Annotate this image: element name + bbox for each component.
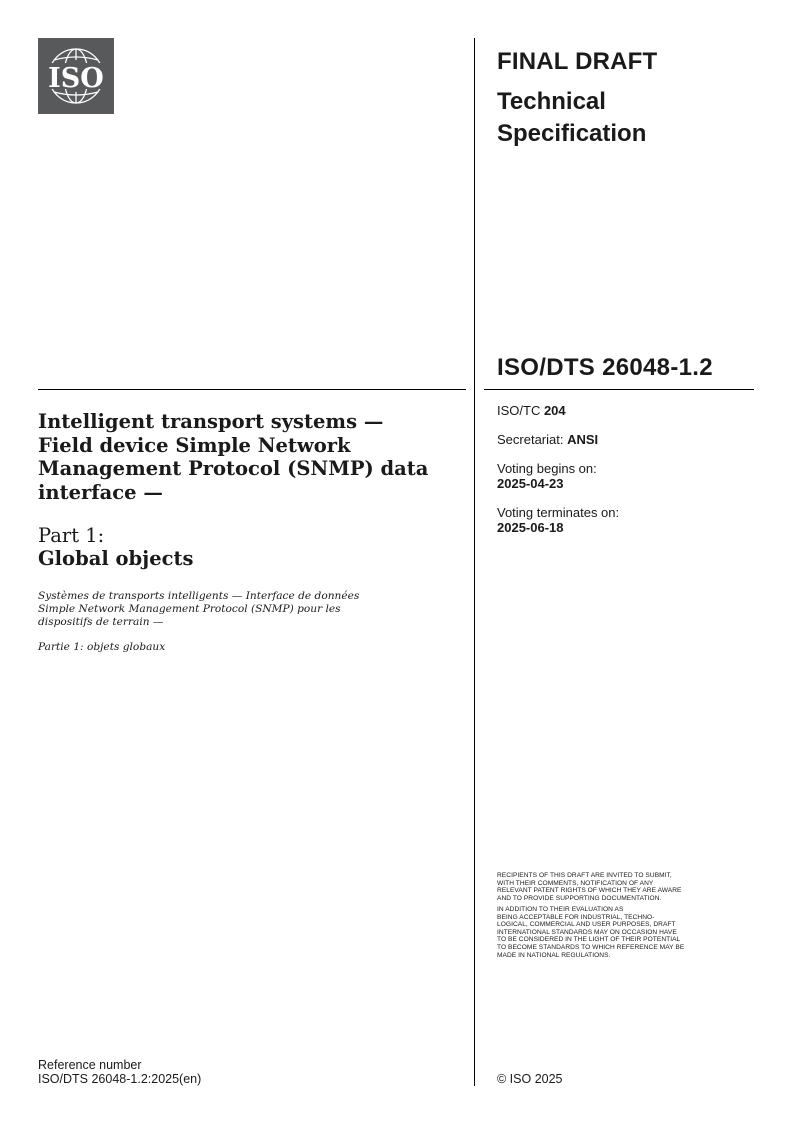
iso-logo (38, 38, 114, 114)
vertical-divider (474, 38, 475, 1086)
voting-begins (497, 461, 597, 491)
french-part-title: Partie 1: objets globaux (38, 641, 166, 653)
title-line: Intelligent transport systems — (38, 410, 384, 433)
french-title-line: Systèmes de transports intelligents — Interface de données (38, 590, 360, 602)
notice-line: MADE IN NATIONAL REGULATIONS. (497, 951, 611, 959)
voting-terminates (497, 505, 619, 535)
iso-globe-logo-icon (38, 38, 114, 114)
draft-status: FINAL DRAFT (497, 48, 658, 75)
notice-line: RECIPIENTS OF THIS DRAFT ARE INVITED TO SUBMIT, (497, 872, 672, 879)
left-horizontal-rule (38, 389, 466, 390)
notice-line: IN ADDITION TO THEIR EVALUATION AS (497, 906, 624, 913)
copyright: © ISO 2025 (497, 1072, 563, 1086)
tc-value: 204 (543, 403, 566, 418)
voting-terminates-date: 2025-06-18 (497, 520, 564, 535)
notice-line: TO BECOME STANDARDS TO WHICH REFERENCE MAY BE (497, 943, 685, 951)
french-title-line: dispositifs de terrain — (38, 616, 164, 628)
document-type (497, 86, 737, 150)
document-type-line1: Technical (497, 88, 606, 115)
document-title (38, 410, 458, 504)
reference-number-label: Reference number (38, 1058, 142, 1072)
notice-evaluation (497, 906, 749, 959)
voting-begins-label: Voting begins on: (497, 461, 597, 476)
notice-line: INTERNATIONAL STANDARDS MAY ON OCCASION HAVE (497, 928, 677, 936)
notice-line: LOGICAL, COMMERCIAL AND USER PURPOSES, DRAFT (497, 921, 676, 929)
notice-line: AND TO PROVIDE SUPPORTING DOCUMENTATION. (497, 894, 662, 902)
logo-text: ISO (48, 63, 104, 94)
notice-patent-rights (497, 872, 749, 902)
reference-number: ISO/DTS 26048-1.2:2025(en) (38, 1072, 202, 1086)
secretariat (497, 432, 598, 447)
french-title (38, 590, 438, 629)
technical-committee (497, 403, 566, 418)
title-line: Field device Simple Network (38, 433, 351, 457)
notice-line: WITH THEIR COMMENTS, NOTIFICATION OF ANY (497, 879, 654, 887)
notice-line: BEING ACCEPTABLE FOR INDUSTRIAL, TECHNO- (497, 913, 655, 921)
secretariat-value: ANSI (567, 432, 599, 447)
part-label: Part 1: (38, 524, 105, 547)
part-title: Global objects (38, 547, 194, 570)
voting-begins-date: 2025-04-23 (497, 476, 564, 491)
right-horizontal-rule (484, 389, 754, 390)
tc-label: ISO/TC (497, 403, 544, 418)
french-title-line: Simple Network Management Protocol (SNMP) pour les (38, 603, 341, 615)
document-number: ISO/DTS 26048-1.2 (497, 354, 713, 381)
document-type-line2: Specification (497, 120, 647, 147)
secretariat-label: Secretariat: (497, 432, 568, 447)
title-line: Management Protocol (SNMP) data (38, 457, 429, 480)
title-line: interface — (38, 480, 163, 504)
voting-terminates-label: Voting terminates on: (497, 505, 620, 520)
notice-line: RELEVANT PATENT RIGHTS OF WHICH THEY ARE AWARE (497, 887, 682, 895)
notice-line: TO BE CONSIDERED IN THE LIGHT OF THEIR POTENTIAL (497, 936, 681, 944)
